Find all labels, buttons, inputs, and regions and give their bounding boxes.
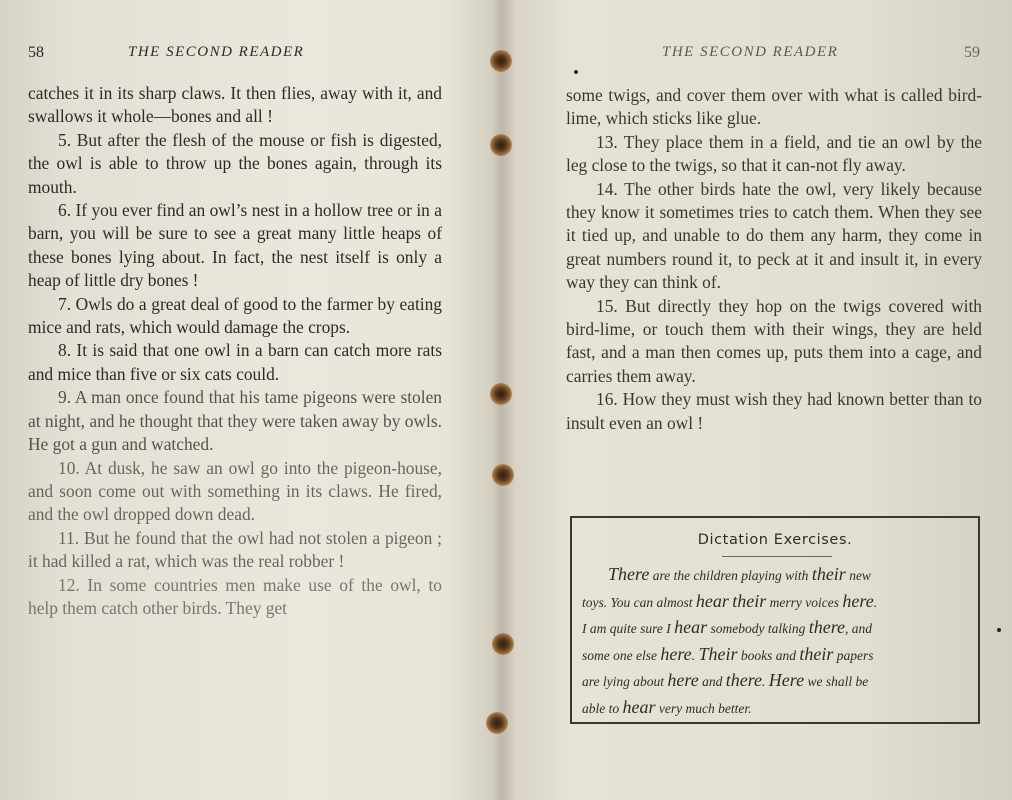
dictation-title: Dictation Exercises. bbox=[697, 532, 853, 548]
dictation-word: able to bbox=[582, 700, 623, 716]
dictation-word: there bbox=[808, 617, 846, 638]
dictation-word: we shall be bbox=[804, 674, 869, 690]
paragraph: 10. At dusk, he saw an owl go into the pigeon-house, and soon come out with something in its claws. He fired, and the owl dropped down dead. bbox=[28, 457, 442, 525]
dictation-line bbox=[582, 668, 970, 695]
paragraph: some twigs, and cover them over with what is called bird-lime, which sticks like glue. bbox=[566, 85, 982, 129]
dictation-word: , and bbox=[845, 621, 873, 637]
dictation-word: are lying about bbox=[582, 674, 668, 690]
dictation-word: here bbox=[660, 643, 692, 664]
dictation-exercises-box bbox=[570, 516, 980, 724]
left-running-title: THE SECOND READER bbox=[128, 44, 305, 60]
dictation-word: . bbox=[873, 594, 878, 610]
dictation-word: somebody talking bbox=[707, 621, 809, 637]
left-page-text bbox=[28, 82, 442, 620]
paragraph: 12. In some countries men make use of the owl, to help them catch other birds. They get bbox=[28, 574, 442, 618]
dictation-word: some one else bbox=[582, 647, 661, 663]
dictation-line bbox=[582, 589, 970, 616]
dictation-word: and bbox=[698, 674, 726, 690]
dictation-line bbox=[582, 562, 970, 589]
binding-hole bbox=[490, 50, 512, 72]
title-rule bbox=[722, 556, 832, 557]
dictation-line bbox=[582, 615, 970, 642]
paragraph: 8. It is said that one owl in a barn can catch more rats and mice than five or six cats could. bbox=[28, 340, 442, 384]
dictation-word: I am quite sure I bbox=[582, 621, 675, 637]
dictation-word: toys. You can almost bbox=[582, 594, 696, 610]
dictation-word: hear bbox=[674, 617, 708, 638]
dictation-word: Here bbox=[768, 670, 805, 691]
paragraph: 14. The other birds hate the owl, very likely because they know it sometimes tries to catch them. When they see it tied up, and unable to do them any harm, they come in great numbers round it, to peck at it and insult it, in every way they can think of. bbox=[566, 178, 982, 293]
dictation-word: there bbox=[725, 670, 763, 691]
paragraph: 16. How they must wish they had known better than to insult even an owl ! bbox=[566, 389, 982, 433]
paragraph: 5. But after the flesh of the mouse or fish is digested, the owl is able to throw up the bones again, through its mouth. bbox=[28, 129, 442, 197]
binding-hole bbox=[492, 464, 514, 486]
dictation-word: their bbox=[799, 643, 834, 664]
left-page-number: 58 bbox=[28, 44, 44, 61]
dictation-word: are the children playing with bbox=[649, 568, 812, 583]
dictation-word: their bbox=[811, 564, 846, 584]
paragraph: 9. A man once found that his tame pigeons were stolen at night, and he thought that they were taken away by owls. He got a gun and watched. bbox=[28, 387, 442, 455]
dictation-word: hear bbox=[695, 590, 729, 611]
paragraph: 7. Owls do a great deal of good to the farmer by eating mice and rats, which would damage the crops. bbox=[28, 293, 442, 338]
right-page-text bbox=[566, 84, 982, 435]
left-running-head bbox=[28, 44, 442, 66]
binding-hole bbox=[490, 383, 512, 405]
right-page-number: 59 bbox=[964, 44, 980, 61]
right-running-title: THE SECOND READER bbox=[662, 44, 839, 60]
dictation-word: here bbox=[667, 670, 699, 691]
right-running-head bbox=[566, 44, 982, 66]
ink-dot bbox=[997, 628, 1001, 632]
binding-hole bbox=[492, 633, 514, 655]
dictation-word: here bbox=[842, 590, 874, 611]
binding-hole bbox=[486, 712, 508, 734]
binding-hole bbox=[490, 134, 512, 156]
paragraph: 6. If you ever find an owl’s nest in a hollow tree or in a barn, you will be sure to see a great many little heaps of these bones lying about. In fact, the nest itself is only a heap of little dry bones ! bbox=[28, 200, 442, 291]
dictation-word: books and bbox=[737, 647, 800, 663]
paragraph: 11. But he found that the owl had not stolen a pigeon ; it had killed a rat, which was the real robber ! bbox=[28, 527, 442, 572]
dictation-word: hear bbox=[622, 696, 656, 717]
dictation-line bbox=[582, 642, 970, 669]
dictation-word: There bbox=[608, 564, 650, 584]
dictation-word: new bbox=[845, 568, 871, 583]
dictation-word: . bbox=[762, 674, 769, 690]
dictation-word: papers bbox=[833, 647, 874, 663]
paragraph: 15. But directly they hop on the twigs covered with bird-lime, or touch them with their wings, they are held fast, and a man then comes up, puts them into a cage, and carries them away. bbox=[566, 295, 982, 386]
dictation-word: their bbox=[732, 590, 767, 611]
paragraph: catches it in its sharp claws. It then flies, away with it, and swallows it whole—bones and all ! bbox=[28, 83, 442, 127]
dictation-text bbox=[582, 562, 970, 722]
dictation-word: very much better. bbox=[655, 700, 752, 716]
paragraph: 13. They place them in a field, and tie an owl by the leg close to the twigs, so that it can-not fly away. bbox=[566, 131, 982, 176]
dictation-line bbox=[582, 695, 970, 722]
dictation-word: . bbox=[691, 647, 699, 663]
dictation-word: merry voices bbox=[766, 594, 843, 610]
dictation-word: Their bbox=[698, 643, 738, 664]
left-page bbox=[28, 0, 442, 800]
